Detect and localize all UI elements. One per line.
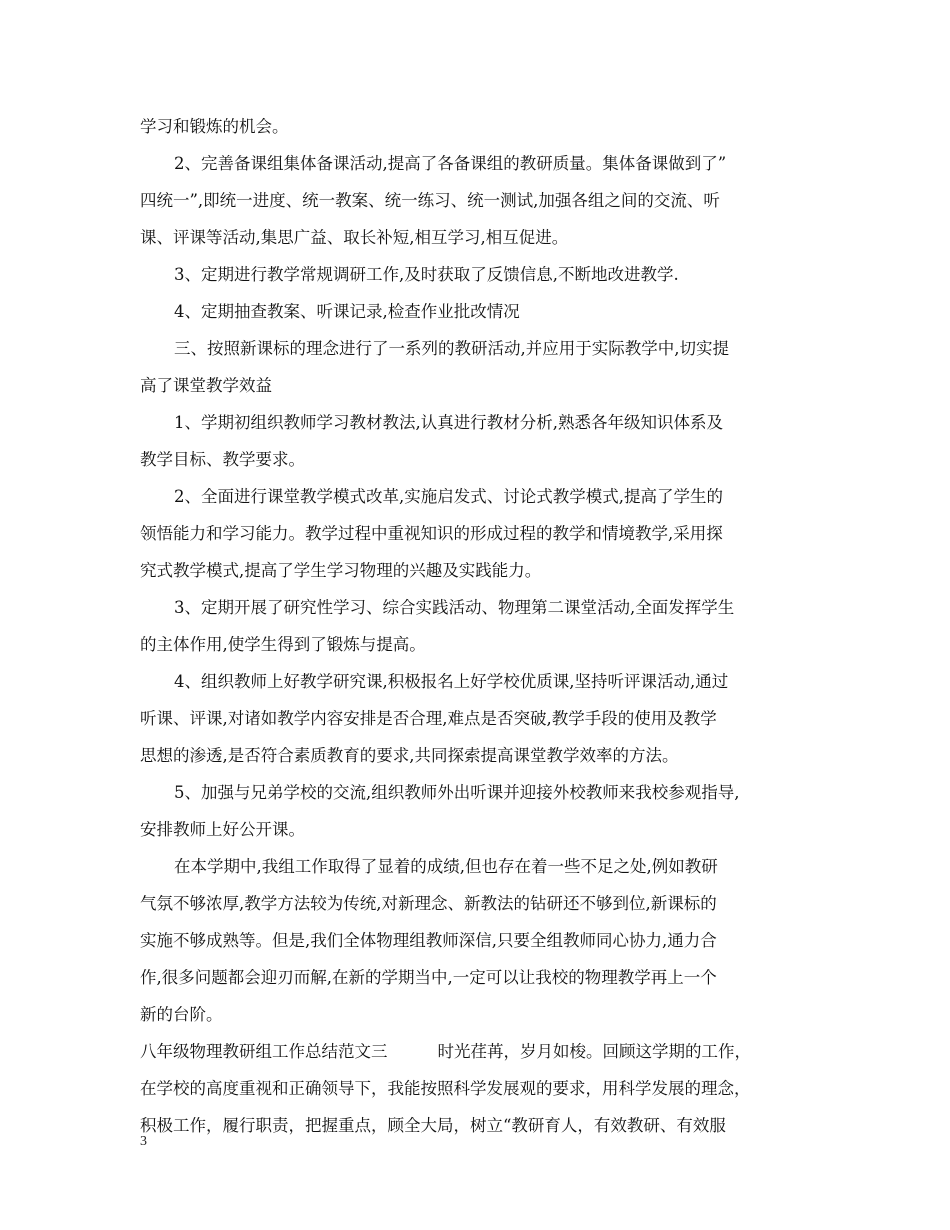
paragraph-line: 2、全面进行课堂教学模式改革,实施启发式、讨论式教学模式,提高了学生的 (174, 487, 723, 506)
paragraph-line: 气氛不够浓厚,教学方法较为传统,对新理念、新教法的钻研还不够到位,新课标的 (140, 894, 717, 913)
paragraph-line: 积极工作，履行职责，把握重点，顾全大局，树立“教研育人，有效教研、有效服 (140, 1116, 726, 1135)
paragraph-line: 4、组织教师上好教学研究课,积极报名上好学校优质课,坚持听评课活动,通过 (174, 672, 729, 691)
paragraph-line: 究式教学模式,提高了学生学习物理的兴趣及实践能力。 (140, 561, 542, 580)
paragraph-line: 2、完善备课组集体备课活动,提高了各备课组的教研质量。集体备课做到了” (174, 154, 727, 173)
section-heading-line (140, 1033, 820, 1070)
page-number: 3 (140, 1134, 147, 1149)
paragraph-line: 学习和锻炼的机会。 (140, 117, 289, 136)
section-heading: 八年级物理教研组工作总结范文三 (140, 1042, 388, 1061)
paragraph-line: 听课、评课,对诸如教学内容安排是否合理,难点是否突破,教学手段的使用及教学 (140, 709, 717, 728)
paragraph-line: 领悟能力和学习能力。教学过程中重视知识的形成过程的教学和情境教学,采用探 (140, 524, 723, 543)
paragraph-line: 3、定期进行教学常规调研工作,及时获取了反馈信息,不断地改进教学. (174, 265, 679, 284)
paragraph-line: 作,很多问题都会迎刃而解,在新的学期当中,一定可以让我校的物理教学再上一个 (140, 968, 717, 987)
paragraph-line: 的主体作用,使学生得到了锻炼与提高。 (140, 635, 426, 654)
paragraph-line: 在学校的高度重视和正确领导下，我能按照科学发展观的要求，用科学发展的理念， (140, 1079, 751, 1098)
paragraph-line: 5、加强与兄弟学校的交流,组织教师外出听课并迎接外校教师来我校参观指导, (174, 783, 740, 802)
paragraph-line: 高了课堂教学效益 (140, 376, 272, 395)
paragraph-line: 思想的渗透,是否符合素质教育的要求,共同探索提高课堂教学效率的方法。 (140, 746, 679, 765)
paragraph-line: 安排教师上好公开课。 (140, 820, 305, 839)
paragraph-line: 3、定期开展了研究性学习、综合实践活动、物理第二课堂活动,全面发挥学生 (174, 598, 735, 617)
paragraph-line: 教学目标、教学要求。 (140, 450, 305, 469)
paragraph-line: 实施不够成熟等。但是,我们全体物理组教师深信,只要全组教师同心协力,通力合 (140, 931, 717, 950)
paragraph-line: 新的台阶。 (140, 1005, 223, 1024)
paragraph-line: 课、评课等活动,集思广益、取长补短,相互学习,相互促进。 (140, 228, 569, 247)
paragraph-line: 4、定期抽查教案、听课记录,检查作业批改情况 (174, 302, 520, 321)
paragraph-line: 三、按照新课标的理念进行了一系列的教研活动,并应用于实际教学中,切实提 (174, 339, 729, 358)
paragraph-line: 四统一”,即统一进度、统一教案、统一练习、统一测试,加强各组之间的交流、听 (140, 191, 720, 210)
paragraph-line: 1、学期初组织教师学习教材教法,认真进行教材分析,熟悉各年级知识体系及 (174, 413, 723, 432)
paragraph-line: 在本学期中,我组工作取得了显着的成绩,但也存在着一些不足之处,例如教研 (174, 857, 718, 876)
document-body (140, 108, 820, 1144)
section-heading-continuation: 时光荏苒，岁月如梭。回顾这学期的工作， (437, 1042, 751, 1061)
